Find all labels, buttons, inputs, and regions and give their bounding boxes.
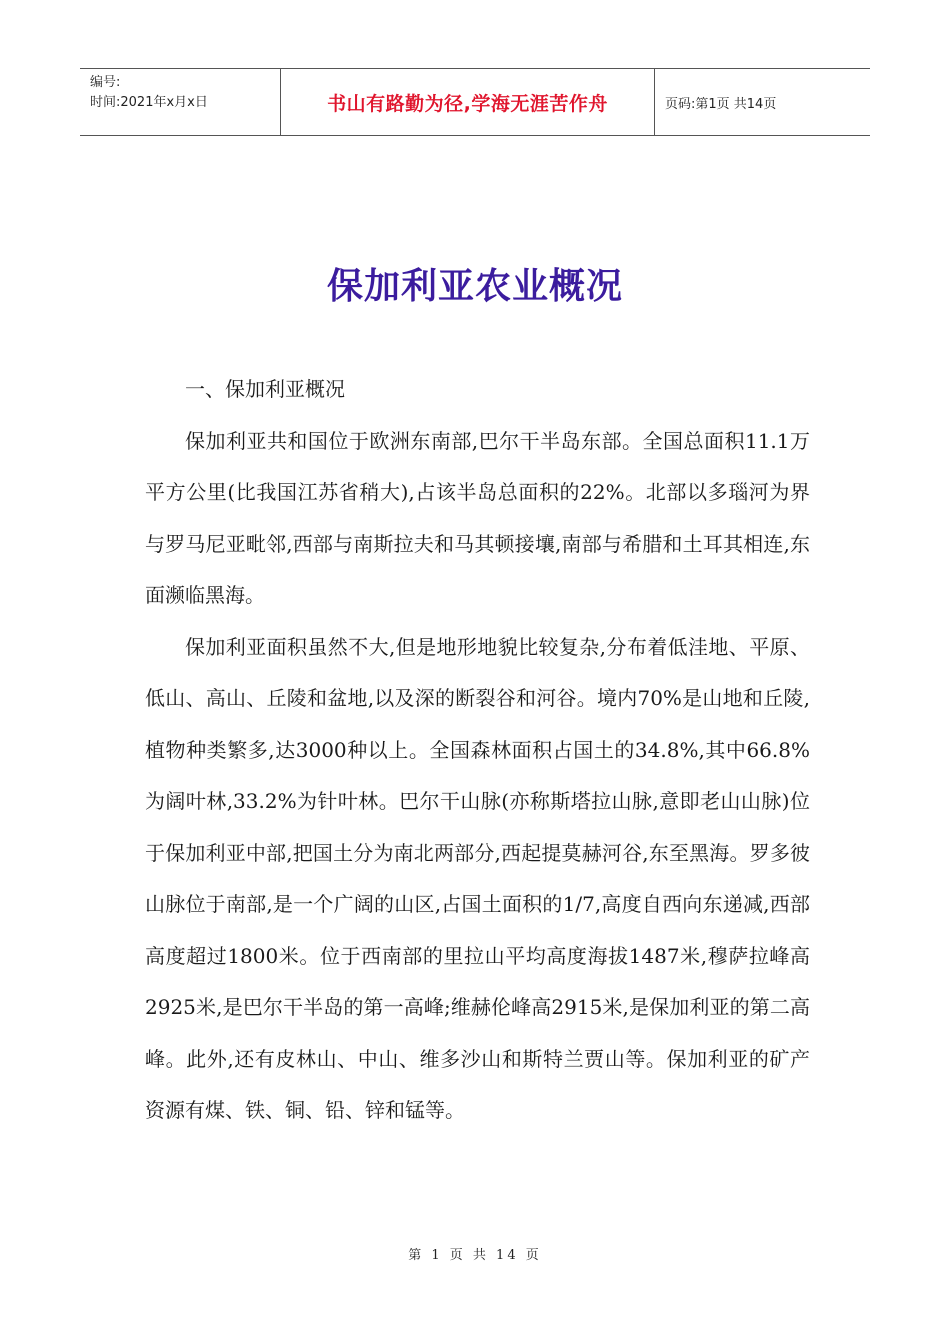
paragraph-1: 保加利亚共和国位于欧洲东南部,巴尔干半岛东部。全国总面积11.1万平方公里(比我国江苏省稍大),占该半岛总面积的22%。北部以多瑙河为界与罗马尼亚毗邻,西部与南斯拉夫和马其顿接壤,南部与希腊和土耳其相连,东面濒临黑海。 <box>145 428 810 607</box>
document-header <box>80 68 870 136</box>
header-meta-cell <box>80 69 281 135</box>
header-page-cell <box>655 69 870 135</box>
motto-text: 书山有路勤为径,学海无涯苦作舟 <box>327 92 608 115</box>
page-info: 页码:第1页 共14页 <box>665 96 777 112</box>
section-heading: 一、保加利亚概况 <box>185 377 345 401</box>
number-label: 编号: <box>90 75 121 90</box>
page-footer: 第 1 页 共 14 页 <box>408 1248 542 1263</box>
date-label: 时间:2021年x月x日 <box>90 95 208 110</box>
document-title: 保加利亚农业概况 <box>326 265 623 307</box>
header-motto-cell <box>281 69 655 135</box>
paragraph-2: 保加利亚面积虽然不大,但是地形地貌比较复杂,分布着低洼地、平原、低山、高山、丘陵和盆地,以及深的断裂谷和河谷。境内70%是山地和丘陵,植物种类繁多,达3000种以上。全国森林面积占国土的34.8%,其中66.8%为阔叶林,33.2%为针叶林。巴尔干山脉(亦称斯塔拉山脉,意即老山山脉)位于保加利亚中部,把国土分为南北两部分,西起提莫赫河谷,东至黑海。罗多彼山脉位于南部,是一个广阔的山区,占国土面积的1/7,高度自西向东递减,西部高度超过1800米。位于西南部的里拉山平均高度海拔1487米,穆萨拉峰高2925米,是巴尔干半岛的第一高峰;维赫伦峰高2915米,是保加利亚的第二高峰。此外,还有皮林山、中山、维多沙山和斯特兰贾山等。保加利亚的矿产资源有煤、铁、铜、铅、锌和锰等。 <box>145 634 810 1122</box>
document-body <box>145 364 810 1137</box>
